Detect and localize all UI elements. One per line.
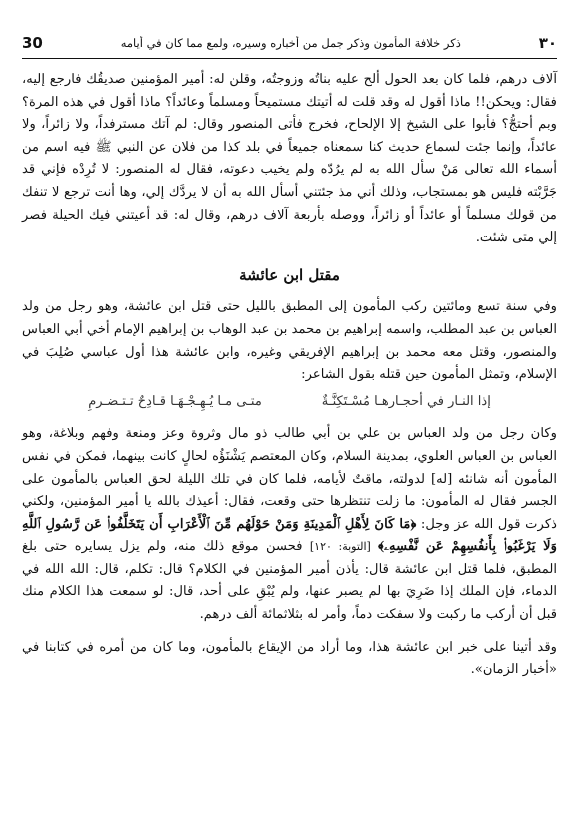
paragraph-closing: وقد أتينا على خبر ابن عائشة هذا، وما أراد من الإيقاع بالمأمون، وما كان من أمره في كتابنا في «أخبار الزمان». [22,639,557,678]
page-number-latin: 30 [22,34,43,52]
section-heading: مقتل ابن عائشة [239,265,340,284]
page-number-arabic: ٣٠ [538,34,557,52]
page-body [22,69,557,682]
paragraph-ibn-aisha: وفي سنة تسع ومائتين ركب المأمون إلى المطبق بالليل حتى قتل ابن عائشة، وهو رجل من ولد العباس بن عبد المطلب، واسمه إبراهيم بن محمد بن عبد الوهاب بن إبراهيم الإمام أخي أبي العباس والمنصور، وقتل معه محمد بن إبراهيم الإفريقي وغيره، وابن عائشة هذا أول عباسي صُلِبَ في الإسلام، وتمثل المأمون حين قتله بقول الشاعر: [22,299,557,383]
running-title: ذكر خلافة المأمون وذكر جمل من أخباره وسيره، ولمع مما كان في أيامه [120,36,461,50]
quran-citation: [التوبة: ١٢٠] [309,540,371,554]
running-header [22,28,557,59]
paragraph-abbas [22,423,557,626]
quran-verse: ﴿مَا كَانَ لِأَهْلِ ٱلْمَدِينَةِ وَمَنْ حَوْلَهُم مِّنَ ٱلْأَعْرَابِ أَن يَتَخَلَّفُوا۟ عَن رَّسُولِ ٱللَّهِ وَلَا يَرْغَبُوا۟ بِأَنفُسِهِمْ عَن نَّفْسِهِۦ﴾ [22,516,557,555]
paragraph-gap [22,627,557,637]
poetry-verse [22,391,557,414]
abbas-text-after: فحسن موقع ذلك منه، ولم يزل يسايره حتى بلغ المطبق، فلما قتل ابن عائشة قال: يأذن أمير المؤمنين في الكلام؟ قال: تكلم، قال: الله الله في الدماء، فإن الملك إذا ضَرِيَ بها لم يصبر عنها، ولم يُبْقِ على أحد، قال: لو سمعت هذا الكلام منك قبل أن أركب ما ركبت ولا سفكت دماً، وأمر له بثلاثمائة ألف درهم. [22,539,557,623]
paragraph-continuation: آلاف درهم، فلما كان بعد الحول ألح عليه بناتُه وزوجتُه، وقلن له: أمير المؤمنين صديقُك فارجع إليه، فقال: ويحكن!! ماذا أقول له وقد قلت له أتيتك مستميحاً ومسلماً وعائداً؟ ماذا أقول في هذه المرة؟ وبم أحتجُّ؟ فأبوا على الشيخ إلا الإلحاح، فخرج فأتى المنصور وقال: لم آتك مسترفداً، ولا زائراً، ولا عائداً، وإنما جئت لسماع حديث كنا سمعناه جميعاً في بلد كذا من فلان عن النبي ﷺ فيه اسم من أسماء الله تعالى مَنْ سأل الله به لم يرُدّه ولم يخيب دعوته، فقال له المنصور: لا تُرِدْه فإني قد جَرَّبْته فليس هو بمستجاب، وذلك أني مذ جئتني أسأل الله به أن لا يردَّك إلي، وها أنت ترجع لا تنفك من قولك مسلماً أو عائداً أو زائراً، ووصله بأربعة آلاف درهم، وقال له: قد أعيتني فيك الحيلة فصر إلي متى شئت. [22,72,557,246]
verse-second-hemistich: متـى مـا يُـهِـجْـهَـا قـادِحٌ تـتـضـرمِ [88,393,262,409]
book-page [22,28,557,682]
abbas-text-before: وكان رجل من ولد العباس بن علي بن أبي طالب ذو مال وثروة وعز ومنعة وفهم وبلاغة، وهو العباس بن العباس العلوي، بمدينة السلام، وكان المعتصم يَشْنَؤُه لحالٍ كانت بينهما، فمكن في نفس المأمون أنه شانئه [له] لدولته، ماقتٌ لأيامه، فلما كان في تلك الليلة لحق العباس بالمأمون على الجسر فقال له المأمون: ما زلت تنتظرها حتى وقعت، فقال: أعيذك بالله يا أمير المؤمنين، ولكني ذكرت قول الله عز وجل: [22,426,557,532]
verse-first-hemistich: إذا النـار في أحجـارهـا مُسْـتَكِنَّـةٌ [321,393,491,409]
